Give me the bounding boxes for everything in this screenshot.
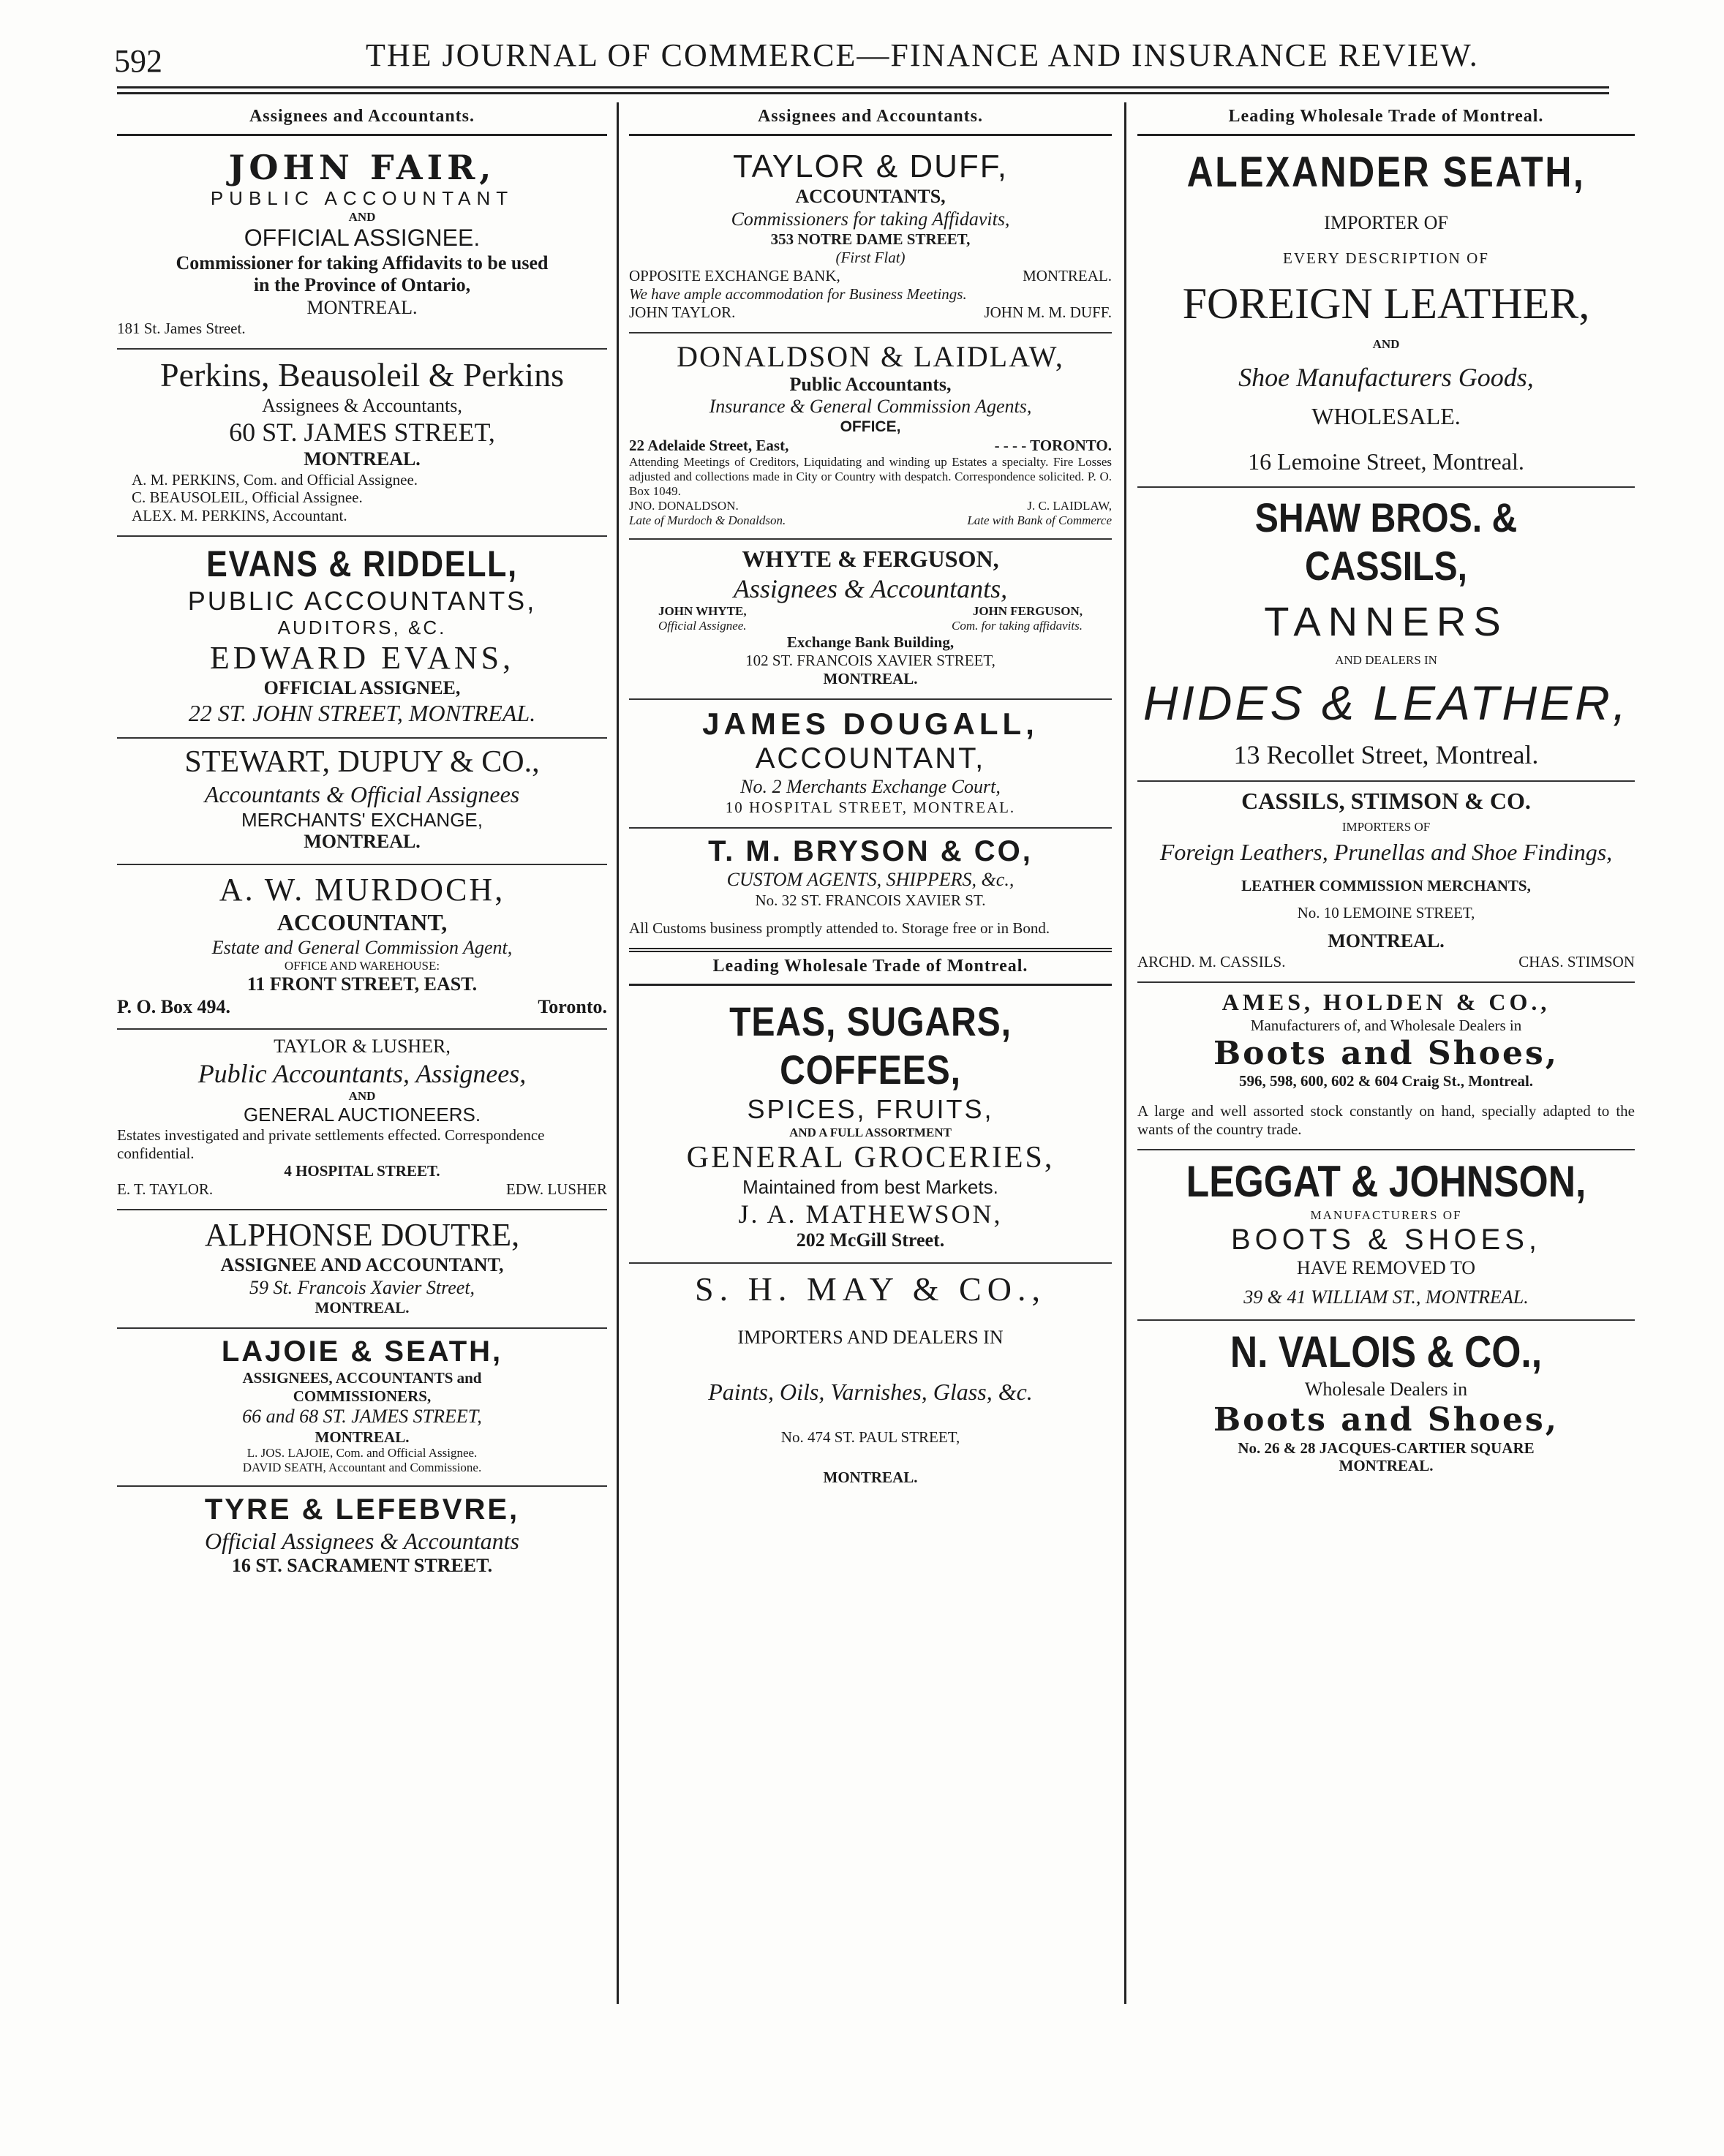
- ad-taylor-lusher: TAYLOR & LUSHER, Public Accountants, Assignees, AND GENERAL AUCTIONEERS. Estates investigated and private settlements effected. Correspondence confidential. 4 HOSPITAL STREET. E. T. TAYLOR. EDW. LUSHER: [117, 1030, 607, 1210]
- section-heading: Assignees and Accountants.: [629, 102, 1112, 136]
- ad-title: ALPHONSE DOUTRE,: [204, 1217, 520, 1254]
- ad-leggat-johnson: LEGGAT & JOHNSON, MANUFACTURERS OF BOOTS & SHOES, HAVE REMOVED TO 39 & 41 WILLIAM ST., MONTREAL.: [1137, 1150, 1635, 1321]
- ad-title: TYRE & LEFEBVRE,: [204, 1493, 520, 1526]
- ad-title: EVANS & RIDDELL,: [206, 543, 518, 584]
- ad-title: LAJOIE & SEATH,: [221, 1335, 503, 1368]
- ad-title: TAYLOR & DUFF,: [733, 148, 1008, 184]
- ad-alexander-seath: ALEXANDER SEATH, IMPORTER OF EVERY DESCRIPTION OF FOREIGN LEATHER, AND Shoe Manufacturers Goods, WHOLESALE. 16 Lemoine Street, Montreal.: [1137, 142, 1635, 488]
- ad-john-fair: JOHN FAIR, PUBLIC ACCOUNTANT AND OFFICIAL ASSIGNEE. Commissioner for taking Affidavits to be used in the Province of Ontario, MONTREAL. 181 St. James Street.: [117, 142, 607, 350]
- ad-title: LEGGAT & JOHNSON,: [1186, 1156, 1586, 1206]
- ad-valois: N. VALOIS & CO., Wholesale Dealers in Boots and Shoes, No. 26 & 28 JACQUES-CARTIER SQUARE MONTREAL.: [1137, 1321, 1635, 1485]
- column-divider: [617, 102, 619, 2004]
- ad-taylor-duff: TAYLOR & DUFF, ACCOUNTANTS, Commissioners for taking Affidavits, 353 NOTRE DAME STREET, (First Flat) OPPOSITE EXCHANGE BANK, MONTREAL. We have ample accommodation for Business Meetings. JOHN TAYLOR. JOHN M. M. DUFF.: [629, 142, 1112, 333]
- ad-title: AMES, HOLDEN & CO.,: [1222, 989, 1551, 1016]
- section-heading: Assignees and Accountants.: [117, 102, 607, 136]
- ad-lajoie-seath: LAJOIE & SEATH, ASSIGNEES, ACCOUNTANTS and COMMISSIONERS, 66 and 68 ST. JAMES STREET, MONTREAL. L. JOS. LAJOIE, Com. and Official Assignee. DAVID SEATH, Accountant and Commissione.: [117, 1329, 607, 1487]
- column-middle: [629, 102, 1112, 1995]
- ad-stewart-dupuy: STEWART, DUPUY & CO., Accountants & Official Assignees MERCHANTS' EXCHANGE, MONTREAL.: [117, 739, 607, 865]
- ad-may: S. H. MAY & CO., IMPORTERS AND DEALERS IN Paints, Oils, Varnishes, Glass, &c. No. 474 ST. PAUL STREET, MONTREAL.: [629, 1264, 1112, 1496]
- ad-title: TEAS, SUGARS, COFFEES,: [729, 998, 1012, 1093]
- page-title: THE JOURNAL OF COMMERCE—FINANCE AND INSURANCE REVIEW.: [366, 37, 1479, 73]
- ad-cassils-stimson: CASSILS, STIMSON & CO. IMPORTERS OF Foreign Leathers, Prunellas and Shoe Findings, LEATHER COMMISSION MERCHANTS, No. 10 LEMOINE STREET, MONTREAL. ARCHD. M. CASSILS. CHAS. STIMSON: [1137, 782, 1635, 983]
- column-divider: [1124, 102, 1126, 2004]
- column-right: [1137, 102, 1635, 1995]
- column-left: [117, 102, 607, 1995]
- section-heading: Leading Wholesale Trade of Montreal.: [1137, 102, 1635, 136]
- ad-title: STEWART, DUPUY & CO.,: [184, 745, 540, 780]
- ad-mathewson: TEAS, SUGARS, COFFEES, SPICES, FRUITS, AND A FULL ASSORTMENT GENERAL GROCERIES, Maintained from best Markets. J. A. MATHEWSON, 202 McGill Street.: [629, 992, 1112, 1264]
- ad-title: JOHN FAIR,: [228, 148, 496, 187]
- ad-title: A. W. MURDOCH,: [219, 872, 505, 908]
- ad-title: T. M. BRYSON & CO,: [708, 834, 1033, 867]
- header-rule: [117, 86, 1609, 94]
- ad-james-dougall: JAMES DOUGALL, ACCOUNTANT, No. 2 Merchants Exchange Court, 10 HOSPITAL STREET, MONTREAL.: [629, 700, 1112, 829]
- ad-title: Perkins, Beausoleil & Perkins: [160, 355, 564, 393]
- ad-perkins: Perkins, Beausoleil & Perkins Assignees & Accountants, 60 ST. JAMES STREET, MONTREAL. A. M. PERKINS, Com. and Official Assignee. C. BEAUSOLEIL, Official Assignee. ALEX. M. PERKINS, Accountant.: [117, 350, 607, 537]
- ad-title: S. H. MAY & CO.,: [695, 1270, 1046, 1308]
- ad-murdoch: A. W. MURDOCH, ACCOUNTANT, Estate and General Commission Agent, OFFICE AND WAREHOUSE: 11 FRONT STREET, EAST. P. O. Box 494. Toronto.: [117, 865, 607, 1030]
- ad-title: N. VALOIS & CO.,: [1230, 1327, 1543, 1377]
- ad-title: WHYTE & FERGUSON,: [742, 545, 999, 572]
- ad-title: CASSILS, STIMSON & CO.: [1241, 788, 1531, 815]
- ad-donaldson-laidlaw: DONALDSON & LAIDLAW, Public Accountants, Insurance & General Commission Agents, OFFICE, 22 Adelaide Street, East, - - - - TORONTO. Attending Meetings of Creditors, Liquidating and winding up Estates a specialty. Fire Losses adjusted and collections made in City or Country with despatch. Correspondence solicited. P. O. Box 1049. JNO. DONALDSON. J. C. LAIDLAW, Late of Murdoch & Donaldson. Late with Bank of Commerce: [629, 333, 1112, 540]
- ad-bryson: T. M. BRYSON & CO, CUSTOM AGENTS, SHIPPERS, &c., No. 32 ST. FRANCOIS XAVIER ST. All Customs business promptly attended to. Storage free or in Bond.: [629, 829, 1112, 952]
- ad-title: ALEXANDER SEATH,: [1186, 148, 1586, 196]
- ad-title: JAMES DOUGALL,: [702, 706, 1039, 741]
- page-header: [110, 29, 1609, 80]
- ad-whyte-ferguson: WHYTE & FERGUSON, Assignees & Accountants, JOHN WHYTE, JOHN FERGUSON, Official Assignee. Com. for taking affidavits. Exchange Bank Building, 102 ST. FRANCOIS XAVIER STREET, MONTREAL.: [629, 540, 1112, 700]
- ad-ames-holden: AMES, HOLDEN & CO., Manufacturers of, and Wholesale Dealers in Boots and Shoes, 596, 598, 600, 602 & 604 Craig St., Montreal. A large and well assorted stock constantly on hand, specially adapted to the wants of the country trade.: [1137, 983, 1635, 1150]
- ad-tyre-lefebvre: TYRE & LEFEBVRE, Official Assignees & Accountants 16 ST. SACRAMENT STREET.: [117, 1487, 607, 1588]
- ad-evans-riddell: EVANS & RIDDELL, PUBLIC ACCOUNTANTS, AUDITORS, &C. EDWARD EVANS, OFFICIAL ASSIGNEE, 22 ST. JOHN STREET, MONTREAL.: [117, 537, 607, 739]
- ad-title: SHAW BROS. & CASSILS,: [1254, 494, 1518, 589]
- page-number: 592: [114, 43, 162, 79]
- ad-title: DONALDSON & LAIDLAW,: [677, 339, 1064, 373]
- section-heading: Leading Wholesale Trade of Montreal.: [629, 952, 1112, 986]
- ad-doutre: ALPHONSE DOUTRE, ASSIGNEE AND ACCOUNTANT, 59 St. Francois Xavier Street, MONTREAL.: [117, 1210, 607, 1329]
- ad-shaw-bros: SHAW BROS. & CASSILS, TANNERS AND DEALERS IN HIDES & LEATHER, 13 Recollet Street, Montreal.: [1137, 488, 1635, 783]
- ad-title: TAYLOR & LUSHER,: [274, 1036, 451, 1058]
